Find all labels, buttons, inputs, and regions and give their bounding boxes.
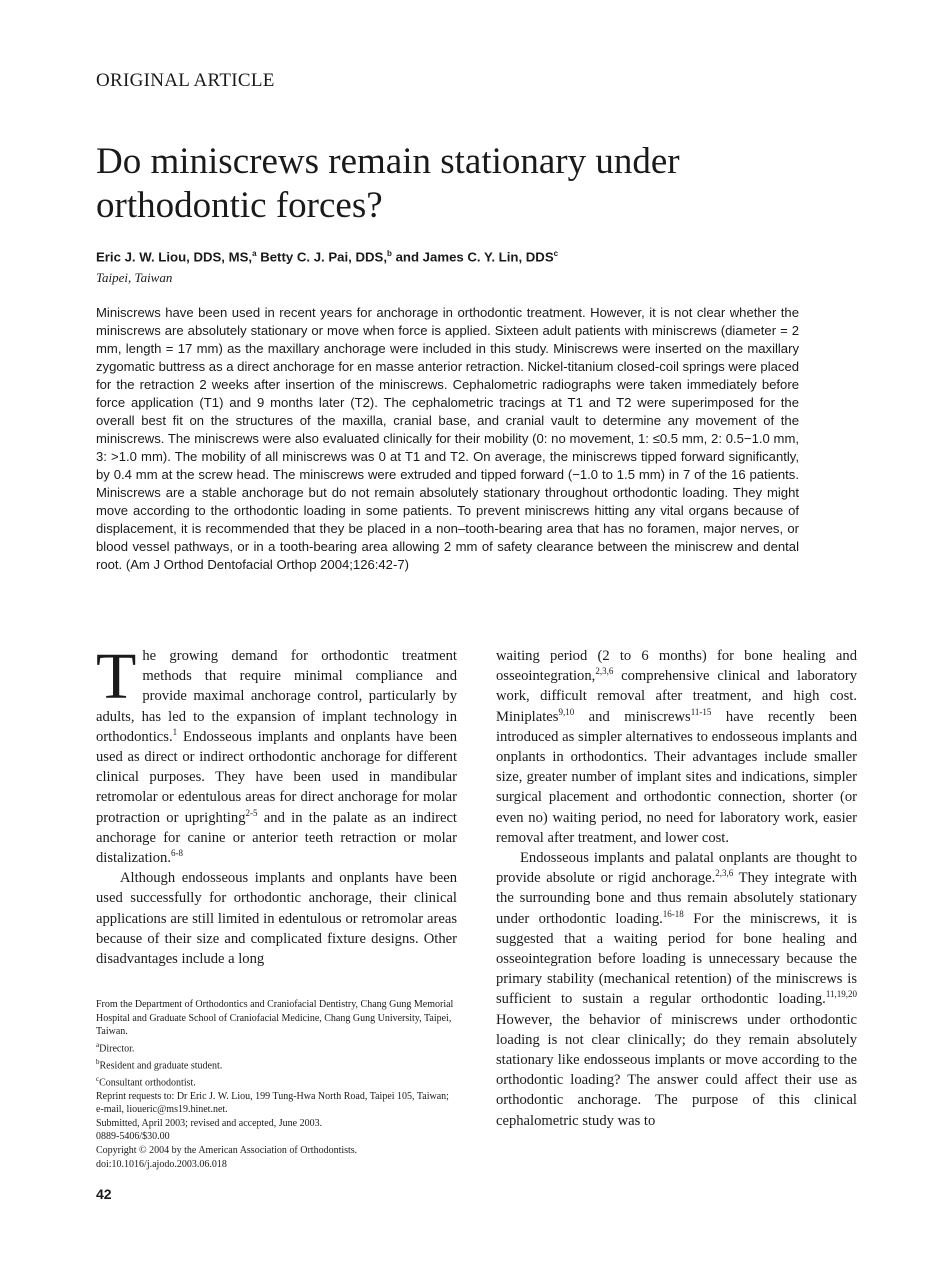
body-text: However, the behavior of miniscrews under orthodontic loading is not clear clinically; do they remain absolutely stationary like endosseous implants or move according to the orthodontic loading? The answer could affect their use as orthodontic anchorage. The purpose of this clinical cephalometric study was to <box>496 1011 857 1129</box>
footnote-text: Consultant orthodontist. <box>99 1076 196 1088</box>
footnote-c <box>96 1073 458 1090</box>
body-text: Endosseous implants and palatal onplants are thought to provide absolute or rigid anchorage. <box>496 850 857 887</box>
body-column-left <box>96 640 457 969</box>
citation[interactable]: 2-5 <box>245 807 258 818</box>
citation[interactable]: 11-15 <box>690 706 712 717</box>
body-text: he growing demand for orthodontic treatment methods that require minimal compliance and provide maximal anchorage control, particularly by adults, has led to the expansion of implant technology in orthodontics. <box>96 648 457 745</box>
author-mark: c <box>553 249 559 258</box>
body-paragraph <box>96 640 457 868</box>
footnote-mark: a <box>96 1040 100 1049</box>
citation[interactable]: 6-8 <box>170 848 183 859</box>
citation[interactable]: 9,10 <box>558 706 575 717</box>
citation[interactable]: 11,19,20 <box>825 989 857 1000</box>
footnote-b <box>96 1056 458 1073</box>
body-text: Endosseous implants and onplants have been used as direct or indirect orthodontic anchorage for different clinical purposes. They have been used in mandibular retromolar or edentulous areas for direct anchorage for molar protraction or uprighting <box>96 728 457 826</box>
body-text: comprehensive clinical and laboratory work, difficult removal after treatment, and high cost. Miniplates <box>496 668 857 725</box>
author-list <box>96 249 558 264</box>
body-text: They integrate with the surrounding bone and thus remain absolutely stationary under orthodontic loading. <box>496 870 857 927</box>
footnote-affiliation: From the Department of Orthodontics and Craniofacial Dentistry, Chang Gung Memorial Hospital and Graduate School of Craniofacial Medicine, Chang Gung University, Taipei, Taiwan. <box>96 999 454 1038</box>
author-location: Taipei, Taiwan <box>96 270 173 285</box>
citation[interactable]: 1 <box>172 726 178 737</box>
body-text: waiting period (2 to 6 months) for bone healing and osseointegration, <box>496 648 857 685</box>
body-text: and in the palate as an indirect anchorage for canine or anterior teeth retraction or molar distalization. <box>96 809 457 867</box>
section-label: ORIGINAL ARTICLE <box>96 70 275 91</box>
author-mark: b <box>387 249 392 258</box>
footnote-mark: b <box>96 1057 100 1066</box>
body-text: have recently been introduced as simpler alternatives to endosseous implants and onplants in orthodontics. Their advantages include smaller size, greater number of implant sites and indications, simpler surgical placement and orthodontic connection, shorter (or even no) waiting period, no need for laboratory work, easier removal after treatment, and lower cost. <box>496 708 857 846</box>
footnotes <box>96 998 458 1171</box>
author-name: and James C. Y. Lin, DDS <box>395 249 554 265</box>
abstract: Miniscrews have been used in recent years for anchorage in orthodontic treatment. However, it is not clear whether the miniscrews are absolutely stationary or move when force is applied. Sixteen adult patients with miniscrews (diameter = 2 mm, length = 17 mm) as the maxillary anchorage were included in this study. Miniscrews were inserted on the maxillary zygomatic buttress as a direct anchorage for en masse anterior retraction. Nickel-titanium closed-coil springs were placed for the retraction 2 weeks after insertion of the miniscrews. Cephalometric radiographs were taken immediately before force application (T1) and 9 months later (T2). The cephalometric tracings at T1 and T2 were superimposed for the overall best fit on the structures of the maxilla, cranial base, and cranial vault to determine any movement of the miniscrews. The miniscrews were also evaluated clinically for their mobility (0: no movement, 1: ≤0.5 mm, 2: 0.5−1.0 mm, 3: >1.0 mm). The mobility of all miniscrews was 0 at T1 and T2. On average, the miniscrews tipped forward significantly, by 0.4 mm at the screw head. The miniscrews were extruded and tipped forward (−1.0 to 1.5 mm) in 7 of the 16 patients. Miniscrews are a stable anchorage but do not remain absolutely stationary throughout orthodontic loading. They might move according to the orthodontic loading in some patients. To prevent miniscrews hitting any vital organs because of displacement, it is recommended that they be placed in a non–tooth-bearing area that has no foramen, major nerves, or blood vessel pathways, or in a tooth-bearing area allowing 2 mm of safety clearance between the miniscrew and dental root. (Am J Orthod Dentofacial Orthop 2004;126:42-7) <box>96 305 800 572</box>
body-text: and miniscrews <box>574 708 691 725</box>
body-text: For the miniscrews, it is suggested that a waiting period for bone healing and osseointegration before loading is unnecessary because the primary stability (mechanical retention) of the miniscrews is sufficient to sustain a regular orthodontic loading. <box>496 910 857 1008</box>
author-mark: a <box>252 249 257 258</box>
footnote-a <box>96 1039 458 1056</box>
citation[interactable]: 2,3,6 <box>715 868 734 879</box>
page-number: 42 <box>96 1186 112 1202</box>
author-name: Eric J. W. Liou, DDS, MS, <box>96 249 253 265</box>
author-name: Betty C. J. Pai, DDS, <box>260 249 387 265</box>
footnote-submitted: Submitted, April 2003; revised and accepted, June 2003. <box>96 1117 323 1129</box>
footnote-text: Director. <box>99 1043 135 1055</box>
citation[interactable]: 2,3,6 <box>595 666 614 677</box>
footnote-copyright: Copyright © 2004 by the American Association of Orthodontists. <box>96 1144 358 1156</box>
footnote-text: Resident and graduate student. <box>99 1060 223 1072</box>
citation[interactable]: 16-18 <box>662 908 684 919</box>
body-paragraph <box>496 848 857 1131</box>
footnote-mark: c <box>96 1074 100 1083</box>
drop-cap: T <box>96 640 137 713</box>
body-paragraph: Although endosseous implants and onplants have been used successfully for orthodontic anchorage, their clinical applications are still limited in edentulous or retromolar areas because of their size and complicated fixture designs. Other disadvantages include a long <box>96 870 457 968</box>
footnote-issn: 0889-5406/$30.00 <box>96 1131 170 1143</box>
body-column-right <box>496 646 857 1131</box>
article-title: Do miniscrews remain stationary under orthodontic forces? <box>96 141 680 226</box>
footnote-doi[interactable]: doi:10.1016/j.ajodo.2003.06.018 <box>96 1158 227 1170</box>
body-paragraph <box>496 646 857 848</box>
footnote-reprint: Reprint requests to: Dr Eric J. W. Liou, 199 Tung-Hwa North Road, Taipei 105, Taiwan; e-mail, lioueric@ms19.hinet.net. <box>96 1090 449 1116</box>
